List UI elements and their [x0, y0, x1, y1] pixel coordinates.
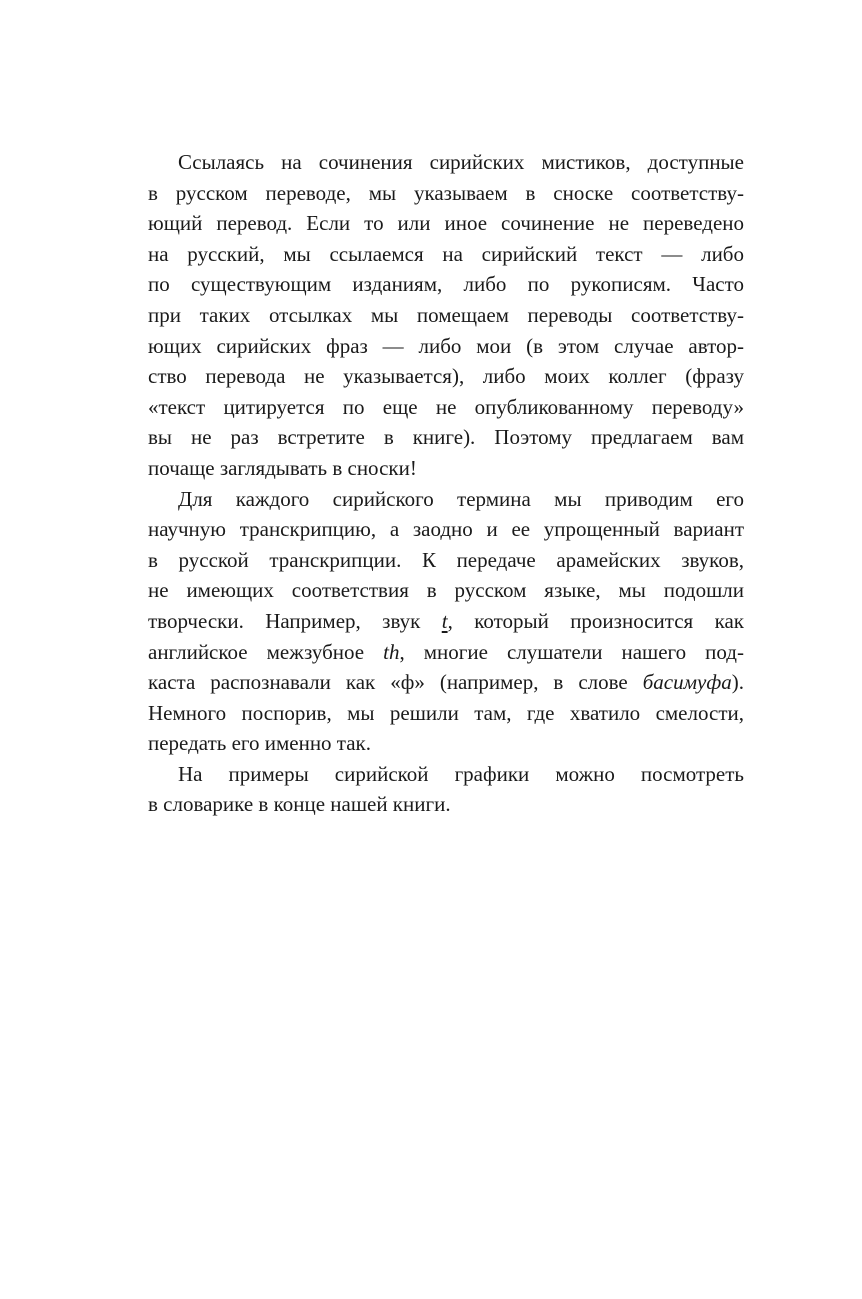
text-run: английское межзубное — [148, 639, 384, 664]
text-line: в словарике в конце нашей книги. — [148, 792, 451, 817]
text-line: в русской транскрипции. К передаче арамейских звуков, — [148, 547, 744, 572]
text-line: на русский, мы ссылаемся на сирийский текст — либо — [148, 241, 744, 266]
text-line: научную транскрипцию, а заодно и ее упрощенный вариант — [148, 517, 744, 542]
text-line: по существующим изданиям, либо по рукописям. Часто — [148, 272, 744, 297]
paragraph-1 — [148, 147, 744, 484]
text-run: творчески. Например, звук — [148, 608, 442, 633]
text-line: Немного поспорив, мы решили там, где хватило смелости, — [148, 700, 744, 725]
paragraph-3 — [148, 759, 744, 820]
text-line: ство перевода не указывается), либо моих коллег (фразу — [148, 364, 744, 389]
text-line: не имеющих соответствия в русском языке, мы подошли — [148, 578, 744, 603]
text-line — [148, 637, 744, 668]
italic-term: th — [383, 639, 400, 664]
text-line — [148, 606, 744, 637]
text-line: Для каждого сирийского термина мы приводим его — [178, 486, 744, 511]
body-text — [148, 147, 744, 820]
text-line: ющий перевод. Если то или иное сочинение не переведено — [148, 211, 744, 236]
text-run: , который произносится как — [447, 608, 744, 633]
text-line: почаще заглядывать в сноски! — [148, 455, 417, 480]
text-run: , многие слушатели нашего под- — [399, 639, 744, 664]
paragraph-2 — [148, 484, 744, 759]
text-line: «текст цитируется по еще не опубликованному переводу» — [148, 394, 744, 419]
text-line: вы не раз встретите в книге). Поэтому предлагаем вам — [148, 425, 744, 450]
text-line: передать его именно так. — [148, 731, 372, 756]
text-run: каста распознавали как «ф» (например, в слове — [148, 670, 643, 695]
italic-word: басимуфа — [642, 670, 732, 695]
text-line: в русском переводе, мы указываем в сноске соответству- — [148, 180, 744, 205]
text-line: ющих сирийских фраз — либо мои (в этом случае автор- — [148, 333, 744, 358]
text-line — [148, 667, 744, 698]
text-run: ). — [731, 670, 744, 695]
text-line: Ссылаясь на сочинения сирийских мистиков, доступные — [178, 150, 744, 174]
text-line: На примеры сирийской графики можно посмотреть — [178, 761, 744, 786]
transcription-sound: t — [441, 608, 448, 633]
text-line: при таких отсылках мы помещаем переводы соответству- — [148, 302, 744, 327]
